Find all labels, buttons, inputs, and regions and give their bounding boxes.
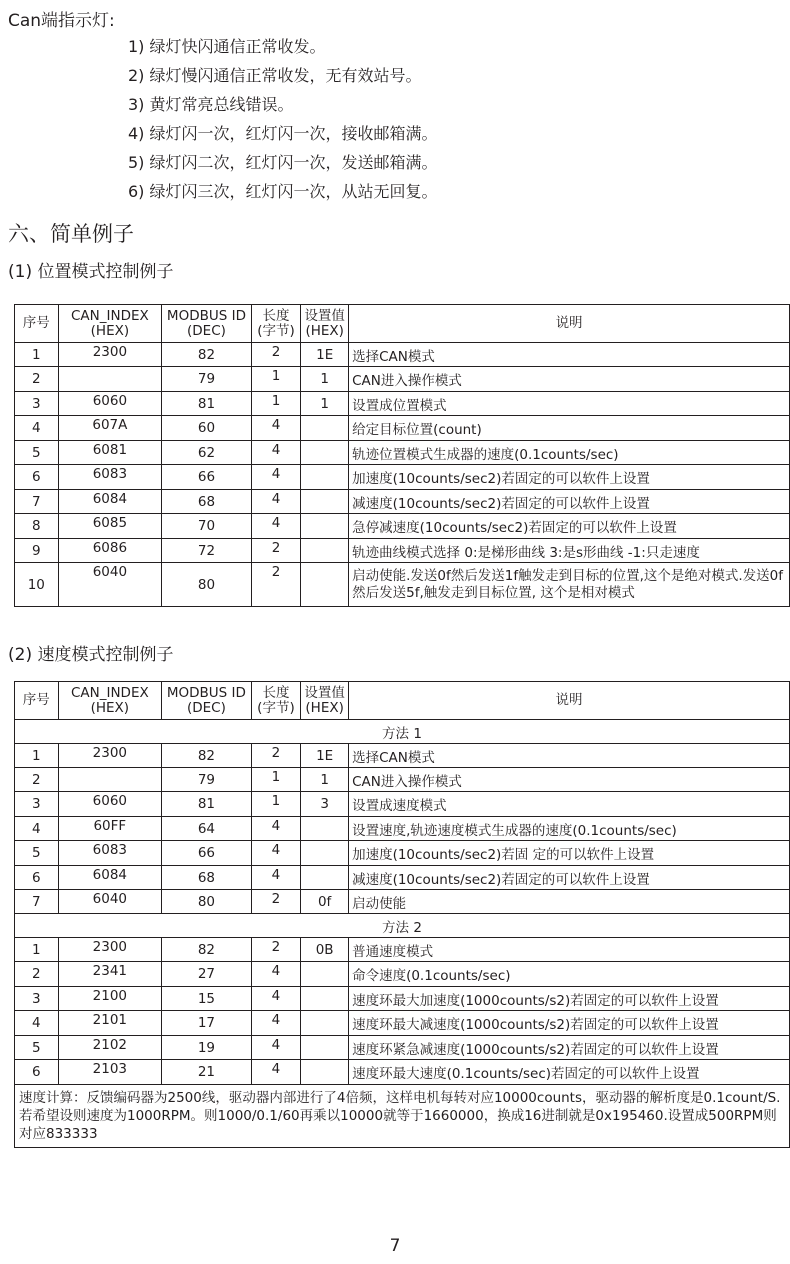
cell-value xyxy=(301,866,349,890)
cell-length: 4 xyxy=(251,514,301,539)
table-row xyxy=(15,1060,790,1085)
cell-index: 6060 xyxy=(58,392,162,416)
table-row xyxy=(15,563,790,607)
cell-index: 2300 xyxy=(58,938,162,962)
cell-length: 2 xyxy=(251,744,301,768)
cell-no: 2 xyxy=(15,768,59,792)
cell-modbus: 19 xyxy=(162,1036,252,1060)
cell-description: 普通速度模式 xyxy=(349,938,790,962)
cell-value xyxy=(301,441,349,465)
cell-modbus: 79 xyxy=(162,367,252,392)
cell-value: 0f xyxy=(301,890,349,914)
cell-no: 2 xyxy=(15,962,59,987)
cell-description: CAN进入操作模式 xyxy=(349,367,790,392)
cell-length: 4 xyxy=(251,866,301,890)
method-2-label: 方法 2 xyxy=(15,914,790,938)
list-item: 6) 绿灯闪三次，红灯闪一次，从站无回复。 xyxy=(128,182,438,201)
cell-description: 设置成位置模式 xyxy=(349,392,790,416)
cell-no: 1 xyxy=(15,938,59,962)
cell-value xyxy=(301,1036,349,1060)
cell-index: 6083 xyxy=(58,841,162,866)
cell-length: 1 xyxy=(251,792,301,817)
note-row xyxy=(15,1085,790,1148)
cell-no: 7 xyxy=(15,890,59,914)
table-row xyxy=(15,490,790,514)
cell-index: 60FF xyxy=(58,817,162,841)
cell-index xyxy=(58,768,162,792)
cell-length: 4 xyxy=(251,465,301,490)
table-row xyxy=(15,987,790,1011)
cell-index: 6086 xyxy=(58,539,162,563)
cell-no: 4 xyxy=(15,1011,59,1036)
cell-description: 加速度(10counts/sec2)若固 定的可以软件上设置 xyxy=(349,841,790,866)
cell-modbus: 82 xyxy=(162,343,252,367)
list-item: 1) 绿灯快闪通信正常收发。 xyxy=(128,37,326,56)
cell-no: 5 xyxy=(15,841,59,866)
cell-length: 4 xyxy=(251,1060,301,1085)
cell-modbus: 17 xyxy=(162,1011,252,1036)
cell-value xyxy=(301,841,349,866)
table-row xyxy=(15,866,790,890)
cell-index: 607A xyxy=(58,416,162,441)
table-row xyxy=(15,841,790,866)
cell-index: 6040 xyxy=(58,563,162,607)
section-title: 六、简单例子 xyxy=(8,222,134,246)
cell-modbus: 62 xyxy=(162,441,252,465)
cell-index: 6083 xyxy=(58,465,162,490)
header-value: 设置值 (HEX) xyxy=(301,682,349,720)
cell-value: 1 xyxy=(301,367,349,392)
cell-index xyxy=(58,367,162,392)
cell-value: 1E xyxy=(301,343,349,367)
cell-length: 2 xyxy=(251,343,301,367)
cell-description: 速度环最大速度(0.1counts/sec)若固定的可以软件上设置 xyxy=(349,1060,790,1085)
cell-length: 2 xyxy=(251,890,301,914)
cell-value xyxy=(301,1011,349,1036)
header-modbus: MODBUS ID (DEC) xyxy=(162,305,252,343)
table-row xyxy=(15,441,790,465)
cell-no: 10 xyxy=(15,563,59,607)
subsection-title-speed: (2) 速度模式控制例子 xyxy=(8,645,174,665)
method-row xyxy=(15,720,790,744)
cell-modbus: 70 xyxy=(162,514,252,539)
cell-value xyxy=(301,539,349,563)
table-row xyxy=(15,768,790,792)
table-row xyxy=(15,1011,790,1036)
cell-no: 6 xyxy=(15,1060,59,1085)
cell-modbus: 81 xyxy=(162,792,252,817)
cell-value xyxy=(301,1060,349,1085)
cell-description: 速度环最大减速度(1000counts/s2)若固定的可以软件上设置 xyxy=(349,1011,790,1036)
list-item: 3) 黄灯常亮总线错误。 xyxy=(128,95,294,114)
cell-description: 轨迹位置模式生成器的速度(0.1counts/sec) xyxy=(349,441,790,465)
table-row xyxy=(15,817,790,841)
cell-index: 6085 xyxy=(58,514,162,539)
cell-value: 1 xyxy=(301,768,349,792)
cell-length: 4 xyxy=(251,841,301,866)
list-item: 2) 绿灯慢闪通信正常收发，无有效站号。 xyxy=(128,66,422,85)
led-heading: Can端指示灯: xyxy=(8,11,115,31)
table-row xyxy=(15,514,790,539)
table-row xyxy=(15,938,790,962)
table-row xyxy=(15,465,790,490)
cell-modbus: 27 xyxy=(162,962,252,987)
header-modbus: MODBUS ID (DEC) xyxy=(162,682,252,720)
cell-index: 6084 xyxy=(58,490,162,514)
cell-no: 2 xyxy=(15,367,59,392)
cell-modbus: 21 xyxy=(162,1060,252,1085)
cell-length: 1 xyxy=(251,367,301,392)
method-1-label: 方法 1 xyxy=(15,720,790,744)
table-row xyxy=(15,1036,790,1060)
header-value: 设置值 (HEX) xyxy=(301,305,349,343)
cell-description: 减速度(10counts/sec2)若固定的可以软件上设置 xyxy=(349,866,790,890)
header-length: 长度 (字节) xyxy=(251,305,301,343)
cell-length: 2 xyxy=(251,938,301,962)
cell-value: 0B xyxy=(301,938,349,962)
method-row xyxy=(15,914,790,938)
cell-index: 6040 xyxy=(58,890,162,914)
cell-description: 选择CAN模式 xyxy=(349,343,790,367)
cell-value xyxy=(301,514,349,539)
cell-modbus: 82 xyxy=(162,938,252,962)
cell-modbus: 68 xyxy=(162,490,252,514)
table-header-row xyxy=(15,305,790,343)
cell-modbus: 15 xyxy=(162,987,252,1011)
cell-description: 选择CAN模式 xyxy=(349,744,790,768)
list-item: 4) 绿灯闪一次，红灯闪一次，接收邮箱满。 xyxy=(128,124,438,143)
table-row xyxy=(15,392,790,416)
cell-index: 2100 xyxy=(58,987,162,1011)
cell-modbus: 80 xyxy=(162,563,252,607)
header-index: CAN_INDEX (HEX) xyxy=(58,305,162,343)
cell-no: 4 xyxy=(15,416,59,441)
cell-index: 2300 xyxy=(58,343,162,367)
cell-length: 1 xyxy=(251,392,301,416)
header-length: 长度 (字节) xyxy=(251,682,301,720)
cell-description: CAN进入操作模式 xyxy=(349,768,790,792)
cell-index: 6060 xyxy=(58,792,162,817)
led-list xyxy=(128,36,438,210)
cell-no: 5 xyxy=(15,441,59,465)
cell-value: 3 xyxy=(301,792,349,817)
subsection-title-position: (1) 位置模式控制例子 xyxy=(8,262,174,282)
cell-description: 加速度(10counts/sec2)若固定的可以软件上设置 xyxy=(349,465,790,490)
cell-index: 2300 xyxy=(58,744,162,768)
cell-length: 4 xyxy=(251,441,301,465)
cell-modbus: 82 xyxy=(162,744,252,768)
cell-modbus: 66 xyxy=(162,841,252,866)
cell-description: 给定目标位置(count) xyxy=(349,416,790,441)
cell-no: 4 xyxy=(15,817,59,841)
table-row xyxy=(15,962,790,987)
cell-modbus: 60 xyxy=(162,416,252,441)
cell-length: 4 xyxy=(251,416,301,441)
cell-no: 3 xyxy=(15,392,59,416)
cell-value xyxy=(301,465,349,490)
table-row xyxy=(15,792,790,817)
cell-no: 8 xyxy=(15,514,59,539)
list-item: 5) 绿灯闪二次，红灯闪一次，发送邮箱满。 xyxy=(128,153,438,172)
header-description: 说明 xyxy=(349,682,790,720)
speed-mode-table xyxy=(14,681,790,1148)
cell-no: 6 xyxy=(15,465,59,490)
cell-index: 2103 xyxy=(58,1060,162,1085)
cell-modbus: 72 xyxy=(162,539,252,563)
cell-value: 1E xyxy=(301,744,349,768)
table-row xyxy=(15,343,790,367)
cell-modbus: 66 xyxy=(162,465,252,490)
cell-description: 速度环紧急减速度(1000counts/s2)若固定的可以软件上设置 xyxy=(349,1036,790,1060)
cell-value xyxy=(301,490,349,514)
cell-index: 6081 xyxy=(58,441,162,465)
cell-value xyxy=(301,962,349,987)
cell-description: 速度环最大加速度(1000counts/s2)若固定的可以软件上设置 xyxy=(349,987,790,1011)
cell-value xyxy=(301,563,349,607)
cell-description: 启动使能 xyxy=(349,890,790,914)
cell-length: 4 xyxy=(251,1011,301,1036)
cell-description: 命令速度(0.1counts/sec) xyxy=(349,962,790,987)
cell-length: 2 xyxy=(251,563,301,607)
table-row xyxy=(15,416,790,441)
cell-description: 启动使能.发送0f然后发送1f触发走到目标的位置,这个是绝对模式.发送0f然后发送5f,触发走到目标位置, 这个是相对模式 xyxy=(349,563,790,607)
cell-no: 6 xyxy=(15,866,59,890)
table-row xyxy=(15,539,790,563)
cell-description: 急停减速度(10counts/sec2)若固定的可以软件上设置 xyxy=(349,514,790,539)
cell-description: 减速度(10counts/sec2)若固定的可以软件上设置 xyxy=(349,490,790,514)
cell-no: 5 xyxy=(15,1036,59,1060)
cell-length: 4 xyxy=(251,1036,301,1060)
cell-value xyxy=(301,416,349,441)
cell-value xyxy=(301,817,349,841)
cell-description: 设置速度,轨迹速度模式生成器的速度(0.1counts/sec) xyxy=(349,817,790,841)
cell-index: 6084 xyxy=(58,866,162,890)
cell-no: 1 xyxy=(15,744,59,768)
cell-length: 4 xyxy=(251,490,301,514)
cell-value: 1 xyxy=(301,392,349,416)
header-index: CAN_INDEX (HEX) xyxy=(58,682,162,720)
cell-description: 轨迹曲线模式选择 0:是梯形曲线 3:是s形曲线 -1:只走速度 xyxy=(349,539,790,563)
cell-length: 4 xyxy=(251,962,301,987)
header-no: 序号 xyxy=(15,305,59,343)
cell-length: 2 xyxy=(251,539,301,563)
speed-calculation-note: 速度计算：反馈编码器为2500线，驱动器内部进行了4倍频，这样电机每转对应10000counts，驱动器的解析度是0.1count/S.若希望设则速度为1000RPM。则1000/0.1/60再乘以10000就等于1660000，换成16进制就是0x195460.设置成500RPM则对应833333 xyxy=(15,1085,790,1148)
table-row xyxy=(15,744,790,768)
cell-index: 2341 xyxy=(58,962,162,987)
cell-length: 1 xyxy=(251,768,301,792)
header-description: 说明 xyxy=(349,305,790,343)
table-row xyxy=(15,367,790,392)
cell-no: 9 xyxy=(15,539,59,563)
cell-no: 7 xyxy=(15,490,59,514)
cell-modbus: 81 xyxy=(162,392,252,416)
cell-index: 2101 xyxy=(58,1011,162,1036)
cell-modbus: 64 xyxy=(162,817,252,841)
position-mode-table xyxy=(14,304,790,607)
cell-no: 3 xyxy=(15,792,59,817)
table-header-row xyxy=(15,682,790,720)
cell-modbus: 68 xyxy=(162,866,252,890)
header-no: 序号 xyxy=(15,682,59,720)
cell-description: 设置成速度模式 xyxy=(349,792,790,817)
page-number: 7 xyxy=(389,1236,401,1256)
cell-no: 3 xyxy=(15,987,59,1011)
cell-value xyxy=(301,987,349,1011)
cell-modbus: 80 xyxy=(162,890,252,914)
cell-no: 1 xyxy=(15,343,59,367)
table-row xyxy=(15,890,790,914)
cell-index: 2102 xyxy=(58,1036,162,1060)
cell-length: 4 xyxy=(251,987,301,1011)
cell-modbus: 79 xyxy=(162,768,252,792)
cell-length: 4 xyxy=(251,817,301,841)
